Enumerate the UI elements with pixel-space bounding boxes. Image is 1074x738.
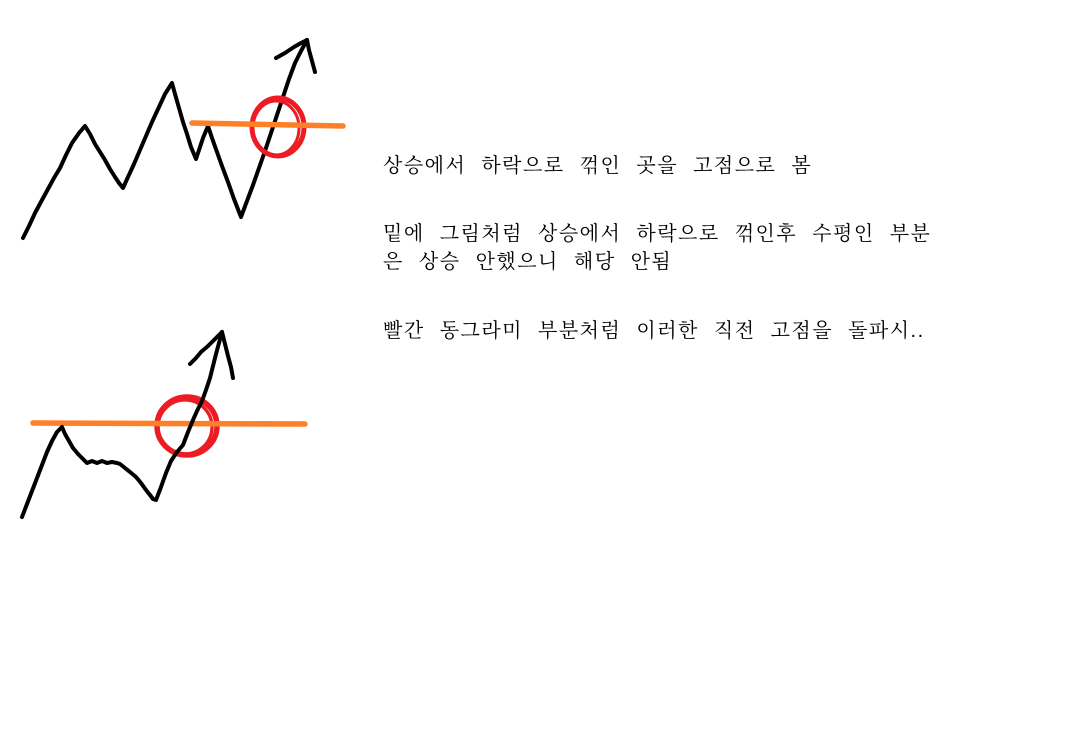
- breakout-circle: [158, 400, 212, 454]
- resistance-line: [33, 423, 305, 424]
- annotation-para3: [383, 317, 931, 345]
- arrow-right-barb: [307, 40, 315, 72]
- price-line: [23, 40, 307, 238]
- top-chart-drawing: [0, 0, 360, 250]
- annotation-para1: [383, 152, 931, 180]
- bottom-chart-drawing: [0, 300, 360, 550]
- annotation-line: 밑에 그림처럼 상승에서 하락으로 꺾인후 수평인 부분: [383, 223, 932, 245]
- arrow-right-barb: [222, 332, 233, 378]
- breakout-circle: [253, 101, 299, 155]
- annotation-para2: [383, 220, 931, 276]
- annotation-line: 은 상승 안했으니 해당 안됨: [383, 251, 673, 273]
- resistance-line: [192, 123, 343, 126]
- annotation-line: 빨간 동그라미 부분처럼 이러한 직전 고점을 돌파시..: [383, 320, 925, 342]
- annotation-line: 상승에서 하락으로 꺾인 곳을 고점으로 봄: [383, 155, 813, 177]
- annotation-text: [383, 152, 931, 345]
